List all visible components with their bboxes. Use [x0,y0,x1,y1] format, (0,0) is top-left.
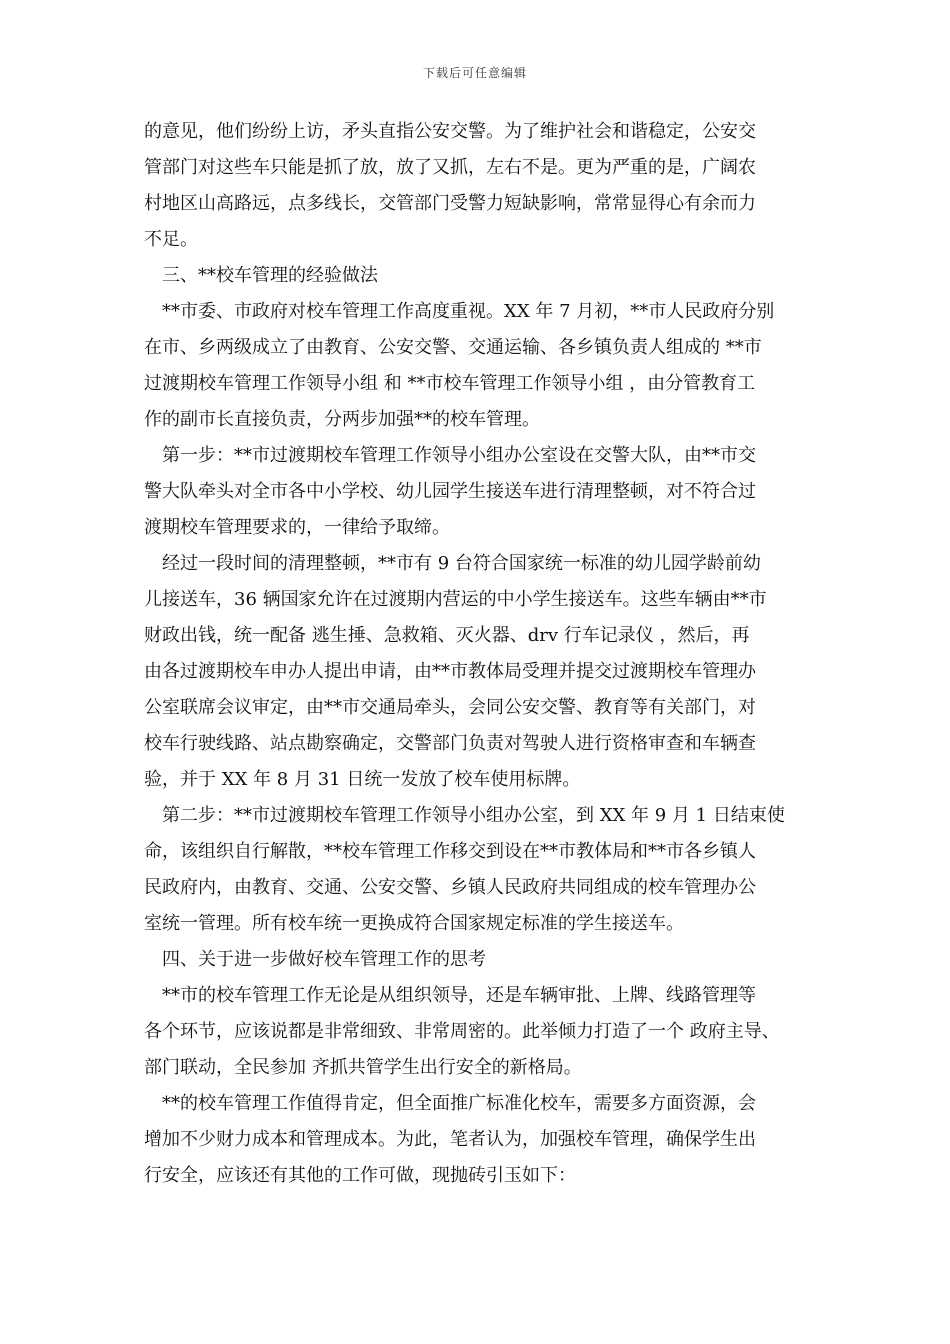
text-line: 过渡期校车管理工作领导小组 和 **市校车管理工作领导小组 ，由分管教育工 [144,373,756,394]
text-line: 三、**校车管理的经验做法 [162,265,378,286]
text-line: 室统一管理。所有校车统一更换成符合国家规定标准的学生接送车。 [144,913,684,934]
text-line: 儿接送车，36 辆国家允许在过渡期内营运的中小学生接送车。这些车辆由**市 [144,589,767,610]
document-body [144,114,808,1194]
text-line: 村地区山高路远，点多线长，交管部门受警力短缺影响，常常显得心有余而力 [144,193,756,214]
text-line: 经过一段时间的清理整顿，**市有 9 台符合国家统一标准的幼儿园学龄前幼 [162,553,761,574]
text-line: 公室联席会议审定，由**市交通局牵头，会同公安交警、教育等有关部门，对 [144,697,756,718]
text-line: 各个环节，应该说都是非常细致、非常周密的。此举倾力打造了一个 政府主导、 [144,1021,780,1042]
text-line: 管部门对这些车只能是抓了放，放了又抓，左右不是。更为严重的是，广阔农 [144,157,756,178]
text-line: 民政府内，由教育、交通、公安交警、乡镇人民政府共同组成的校车管理办公 [144,877,756,898]
text-line: 警大队牵头对全市各中小学校、幼儿园学生接送车进行清理整顿，对不符合过 [144,481,756,502]
text-line: **的校车管理工作值得肯定，但全面推广标准化校车，需要多方面资源，会 [162,1093,756,1114]
text-line: 由各过渡期校车申办人提出申请，由**市教体局受理并提交过渡期校车管理办 [144,661,756,682]
text-line: **市委、市政府对校车管理工作高度重视。XX 年 7 月初，**市人民政府分别 [162,301,775,322]
text-line: 第二步：**市过渡期校车管理工作领导小组办公室，到 XX 年 9 月 1 日结束使 [162,805,785,826]
text-line: 部门联动，全民参加 齐抓共管学生出行安全的新格局。 [144,1057,582,1078]
text-line: 校车行驶线路、站点勘察确定，交警部门负责对驾驶人进行资格审查和车辆查 [144,733,756,754]
text-line: 验，并于 XX 年 8 月 31 日统一发放了校车使用标牌。 [144,769,581,790]
text-line: 四、关于进一步做好校车管理工作的思考 [162,949,486,970]
text-line: 行安全，应该还有其他的工作可做，现抛砖引玉如下： [144,1165,576,1186]
text-line: 增加不少财力成本和管理成本。为此，笔者认为，加强校车管理，确保学生出 [144,1129,756,1150]
text-line: 的意见，他们纷纷上访，矛头直指公安交警。为了维护社会和谐稳定，公安交 [144,121,756,142]
text-line: 在市、乡两级成立了由教育、公安交警、交通运输、各乡镇负责人组成的 **市 [144,337,762,358]
text-line: 财政出钱，统一配备 逃生捶、急救箱、灭火器、drv 行车记录仪 ，然后，再 [144,625,750,646]
text-line: **市的校车管理工作无论是从组织领导，还是车辆审批、上牌、线路管理等 [162,985,756,1006]
text-line: 作的副市长直接负责，分两步加强**的校车管理。 [144,409,540,430]
text-line: 渡期校车管理要求的，一律给予取缔。 [144,517,450,538]
text-line: 第一步：**市过渡期校车管理工作领导小组办公室设在交警大队，由**市交 [162,445,756,466]
text-line: 不足。 [144,229,198,250]
page-header: 下载后可任意编辑 [422,66,527,80]
text-line: 命，该组织自行解散，**校车管理工作移交到设在**市教体局和**市各乡镇人 [144,841,756,862]
